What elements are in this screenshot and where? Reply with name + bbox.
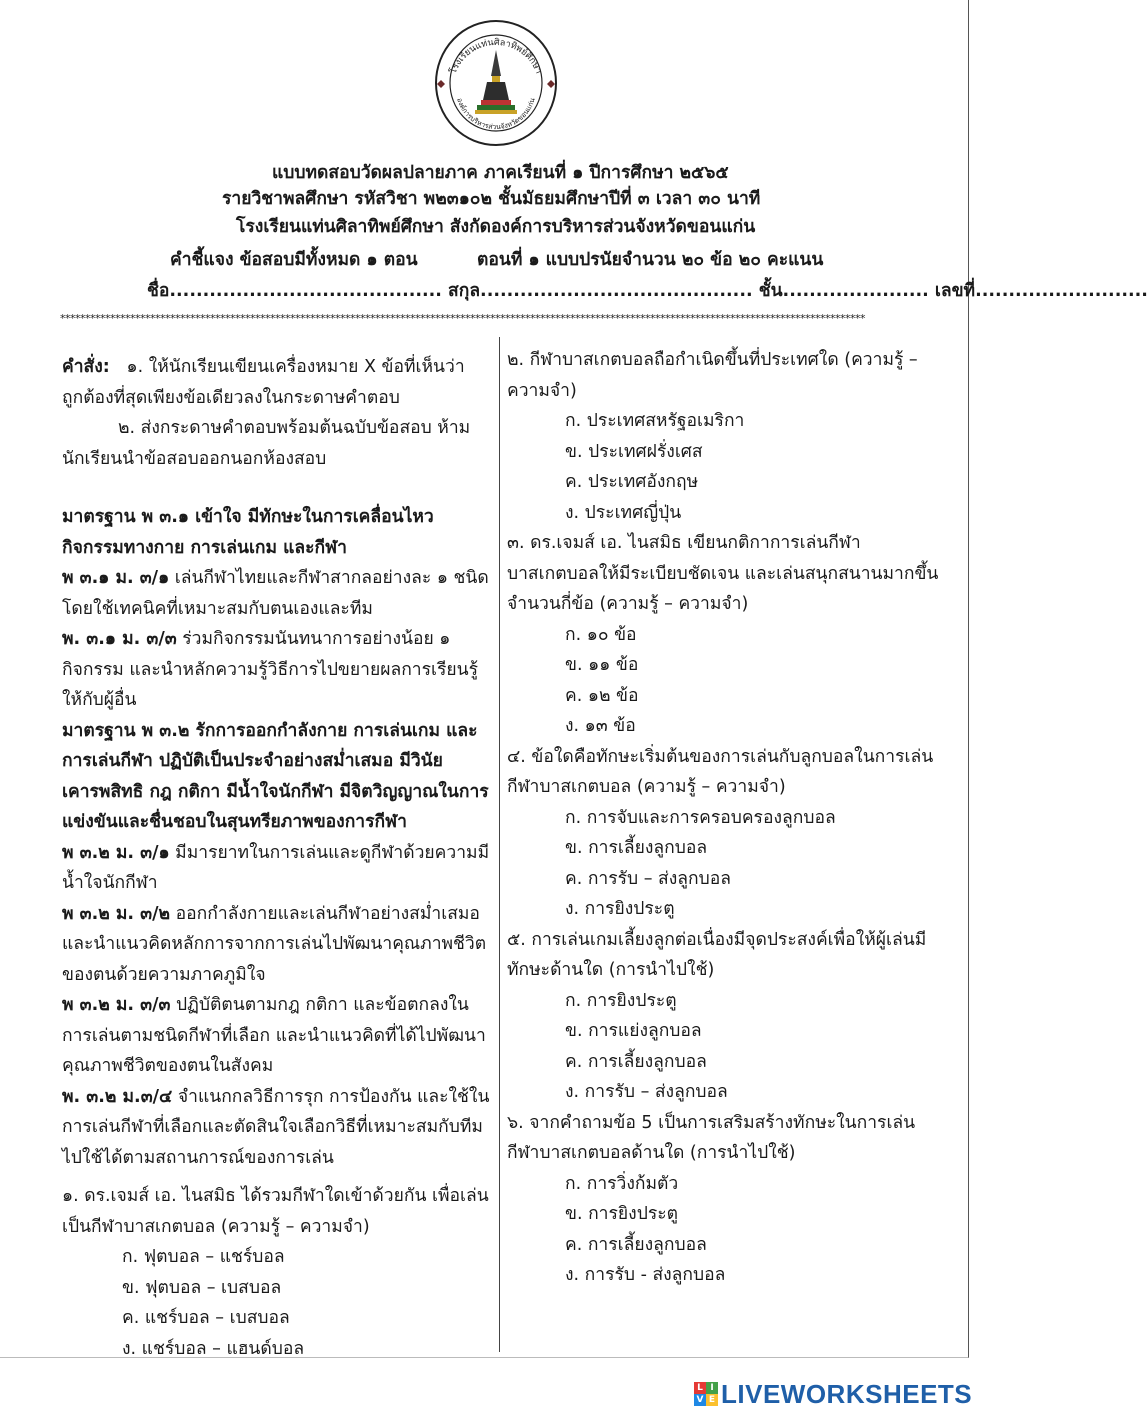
exam-title: แบบทดสอบวัดผลปลายภาค ภาคเรียนที่ ๑ ปีการศึกษา ๒๕๖๕ xyxy=(272,163,729,183)
separator-stars: ***************************************************************************************************************************************************************** xyxy=(60,312,865,325)
lw-letter-i: I xyxy=(706,1382,718,1394)
indicator-s2-1: พ ๓.๒ ม. ๓/๑ มีมารยาทในการเล่นและดูกีฬาด้วยความมีน้ำใจนักกีฬา xyxy=(62,842,490,893)
answer-option[interactable]: ก. ประเทศสหรัฐอเมริกา xyxy=(565,411,745,431)
question-text: ๓. ดร.เจมส์ เอ. ไนสมิธ เขียนกติกาการเล่นกีฬาบาสเกตบอลให้มีระเบียบชัดเจน และเล่นสนุกสนานมากขึ้นจำนวนกี่ข้อ (ความรู้ – ความจำ) xyxy=(507,533,939,614)
answer-option[interactable]: ข. ฟุตบอล – เบสบอล xyxy=(122,1277,282,1298)
question-text: ๕. การเล่นเกมเลี้ยงลูกต่อเนื่องมีจุดประสงค์เพื่อให้ผู้เล่นมีทักษะด้านใด (การนำไปใช้) xyxy=(507,929,927,980)
liveworksheets-text: LIVEWORKSHEETS xyxy=(721,1378,973,1409)
answer-option[interactable]: ง. การยิงประตู xyxy=(565,899,675,919)
instruction-1: คำสั่ง: ๑. ให้นักเรียนเขียนเครื่องหมาย X ข้อที่เห็นว่า ถูกต้องที่สุดเพียงข้อเดียวลงในกระดาษคำตอบ xyxy=(62,357,465,408)
answer-option[interactable]: ค. การรับ – ส่งลูกบอล xyxy=(565,868,731,889)
answer-option[interactable]: ง. ๑๓ ข้อ xyxy=(565,716,636,736)
school-seal-logo xyxy=(431,18,561,148)
liveworksheets-logo-icon xyxy=(694,1382,718,1406)
question-5 xyxy=(507,925,942,1108)
question-text: ๔. ข้อใดคือทักษะเริ่มต้นของการเล่นกับลูกบอลในการเล่นกีฬาบาสเกตบอล (ความรู้ – ความจำ) xyxy=(507,746,934,797)
liveworksheets-watermark xyxy=(694,1376,972,1412)
student-info-line: ชื่อ......................................... สกุล......................................... ชั้น...................... เลขที่.......................... xyxy=(147,281,1148,301)
answer-option[interactable]: ก. การวิ่งก้มตัว xyxy=(565,1173,679,1194)
answer-option[interactable]: ง. การรับ - ส่งลูกบอล xyxy=(565,1265,726,1285)
lw-letter-l: L xyxy=(694,1382,706,1394)
instructions-summary: คำชี้แจง ข้อสอบมีทั้งหมด ๑ ตอน xyxy=(170,250,418,270)
answer-option[interactable]: ค. การเลี้ยงลูกบอล xyxy=(565,1051,707,1072)
question-2 xyxy=(507,345,942,528)
indicator-s2-4: พ. ๓.๒ ม.๓/๔ จำแนกกลวิธีการรุก การป้องกัน และใช้ในการเล่นกีฬาที่เลือกและตัดสินใจเลือกวิธีที่เหมาะสมกับทีมไปใช้ได้ตามสถานการณ์ของการเล่น xyxy=(62,1086,490,1168)
answer-option[interactable]: ข. ๑๑ ข้อ xyxy=(565,655,639,675)
answer-option[interactable]: ข. การยิงประตู xyxy=(565,1204,678,1224)
answer-option[interactable]: ก. การยิงประตู xyxy=(565,990,677,1011)
question-1 xyxy=(62,1181,492,1364)
answer-option[interactable]: ง. ประเทศญี่ปุ่น xyxy=(565,502,682,523)
answer-option[interactable]: ค. ๑๒ ข้อ xyxy=(565,685,639,706)
answer-option[interactable]: ข. การเลี้ยงลูกบอล xyxy=(565,838,708,858)
answer-option[interactable]: ค. ประเทศอังกฤษ xyxy=(565,472,699,492)
answer-option[interactable]: ง. แชร์บอล – แฮนด์บอล xyxy=(122,1338,305,1359)
indicator-s1-3: พ. ๓.๑ ม. ๓/๓ ร่วมกิจกรรมนันทนาการอย่างน้อย ๑ กิจกรรม และนำหลักความรู้วิธีการไปขยายผลการเรียนรู้ให้กับผู้อื่น xyxy=(62,629,479,710)
left-column xyxy=(62,352,492,1364)
standard-1-title: มาตรฐาน พ ๓.๑ เข้าใจ มีทักษะในการเคลื่อนไหว กิจกรรมทางกาย การเล่นเกม และกีฬา xyxy=(62,507,434,558)
answer-option[interactable]: ง. การรับ – ส่งลูกบอล xyxy=(565,1082,728,1102)
indicator-s2-3: พ ๓.๒ ม. ๓/๓ ปฏิบัติตนตามกฎ กติกา และข้อตกลงในการเล่นตามชนิดกีฬาที่เลือก และนำแนวคิดที่ได้ไปพัฒนาคุณภาพชีวิตของตนในสังคม xyxy=(62,995,486,1076)
answer-option[interactable]: ก. การจับและการครอบครองลูกบอล xyxy=(565,807,836,828)
answer-option[interactable]: ค. การเลี้ยงลูกบอล xyxy=(565,1234,707,1255)
question-4 xyxy=(507,742,942,925)
standard-2-title: มาตรฐาน พ ๓.๒ รักการออกกำลังกาย การเล่นเกม และการเล่นกีฬา ปฏิบัติเป็นประจำอย่างสม่ำเสมอ มีวินัย เคารพสิทธิ กฎ กติกา มีน้ำใจนักกีฬา มีจิตวิญญาณในการแข่งขันและชื่นชอบในสุนทรียภาพของการกีฬา xyxy=(62,720,489,832)
question-text: ๑. ดร.เจมส์ เอ. ไนสมิธ ได้รวมกีฬาใดเข้าด้วยกัน เพื่อเล่นเป็นกีฬาบาสเกตบอล (ความรู้ – ความจำ) xyxy=(62,1186,489,1237)
indicator-s1-1: พ ๓.๑ ม. ๓/๑ เล่นกีฬาไทยและกีฬาสากลอย่างละ ๑ ชนิด โดยใช้เทคนิคที่เหมาะสมกับตนเองและทีม xyxy=(62,568,489,619)
answer-option[interactable]: ข. การแย่งลูกบอล xyxy=(565,1021,702,1041)
question-3 xyxy=(507,528,942,742)
question-6 xyxy=(507,1108,942,1291)
school-line: โรงเรียนแท่นศิลาทิพย์ศึกษา สังกัดองค์การบริหารส่วนจังหวัดขอนแก่น xyxy=(236,217,756,237)
seal-text-top: โรงเรียนแท่นศิลาทิพย์ศึกษา xyxy=(448,37,544,76)
right-column xyxy=(507,345,942,1291)
lw-letter-e: E xyxy=(706,1394,718,1406)
answer-option[interactable]: ก. ๑๐ ข้อ xyxy=(565,624,637,645)
column-divider xyxy=(499,337,500,1352)
question-text: ๒. กีฬาบาสเกตบอลถือกำเนิดขึ้นที่ประเทศใด (ความรู้ – ความจำ) xyxy=(507,350,918,401)
answer-option[interactable]: ก. ฟุตบอล – แชร์บอล xyxy=(122,1247,285,1267)
part-summary: ตอนที่ ๑ แบบปรนัยจำนวน ๒๐ ข้อ ๒๐ คะแนน xyxy=(477,250,824,270)
subject-line: รายวิชาพลศึกษา รหัสวิชา พ๒๓๑๐๒ ชั้นมัธยมศึกษาปีที่ ๓ เวลา ๓๐ นาที xyxy=(222,189,761,209)
stupa-icon xyxy=(475,50,517,114)
seal-text-bottom: องค์การบริหารส่วนจังหวัดขอนแก่น xyxy=(455,96,537,132)
question-text: ๖. จากคำถามข้อ 5 เป็นการเสริมสร้างทักษะในการเล่นกีฬาบาสเกตบอลด้านใด (การนำไปใช้) xyxy=(507,1112,916,1163)
answer-option[interactable]: ค. แชร์บอล – เบสบอล xyxy=(122,1308,290,1328)
instruction-2: ๒. ส่งกระดาษคำตอบพร้อมต้นฉบับข้อสอบ ห้าม นักเรียนนำข้อสอบออกนอกห้องสอบ xyxy=(62,418,471,469)
instruction-label: คำสั่ง: xyxy=(62,357,110,377)
lw-letter-v: V xyxy=(694,1394,706,1406)
answer-option[interactable]: ข. ประเทศฝรั่งเศส xyxy=(565,441,703,462)
indicator-s2-2: พ ๓.๒ ม. ๓/๒ ออกกำลังกายและเล่นกีฬาอย่างสม่ำเสมอ และนำแนวคิดหลักการจากการเล่นไปพัฒนาคุณภาพชีวิตของตนด้วยความภาคภูมิใจ xyxy=(62,903,487,985)
